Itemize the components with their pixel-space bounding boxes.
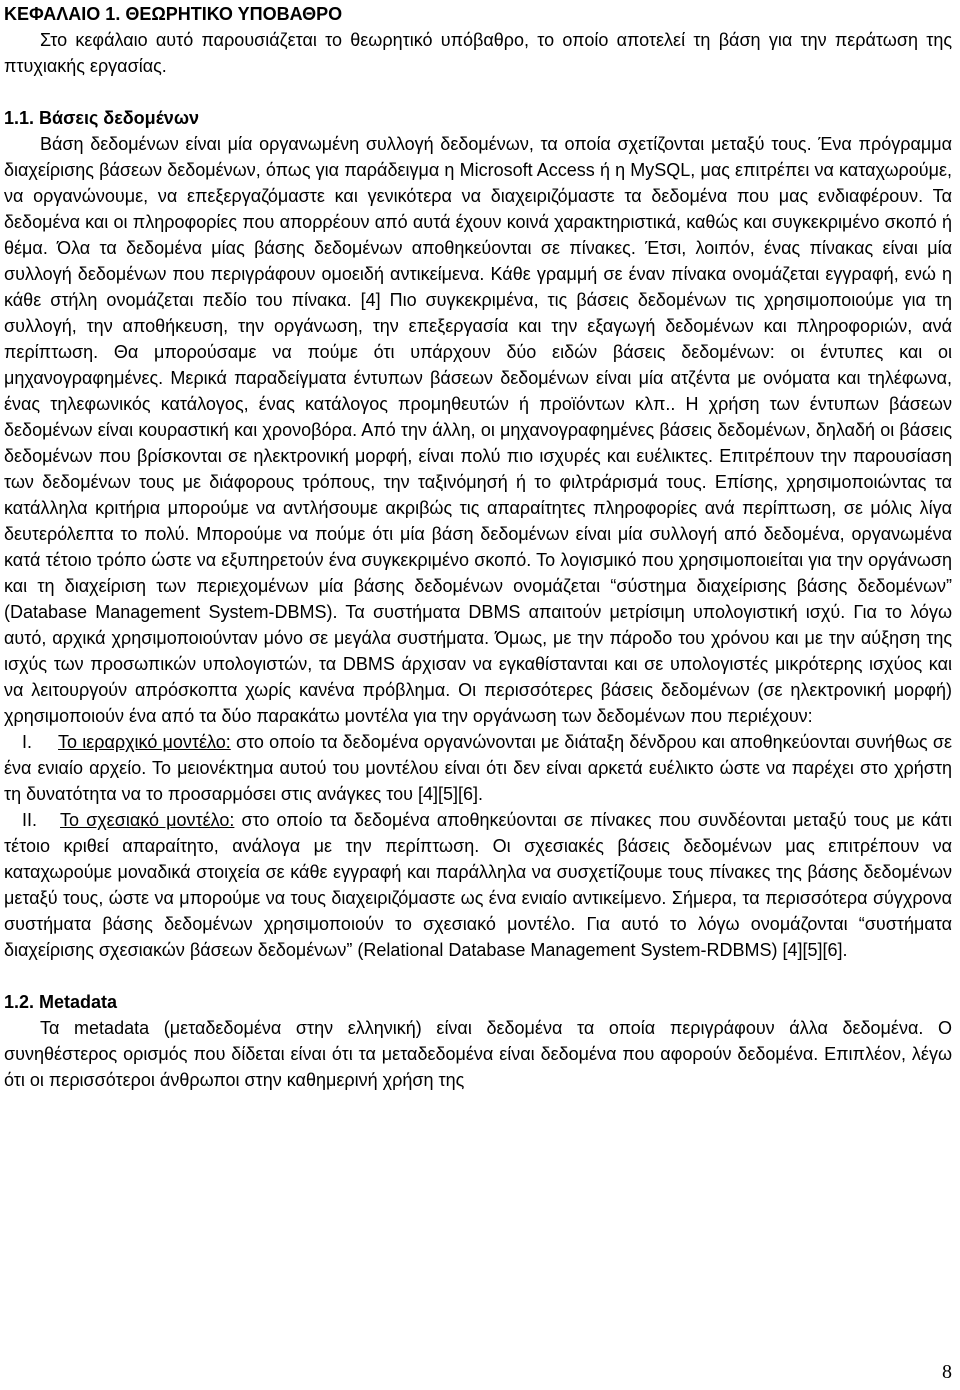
list-term: Το σχεσιακό μοντέλο:	[60, 810, 235, 830]
chapter-intro: Στο κεφάλαιο αυτό παρουσιάζεται το θεωρητικό υπόβαθρο, το οποίο αποτελεί τη βάση για την περάτωση της πτυχιακής εργασίας.	[4, 30, 952, 76]
list-text: στο οποίο τα δεδομένα οργανώνονται με διάταξη δένδρου και αποθηκεύονται συνήθως σε ένα ενιαίο αρχείο. Το μειονέκτημα αυτού του μοντέλου είναι ότι δεν είναι αρκετά ευέλικτο ώστε να παρέχει στο χρήστη τη δυνατότητα να το προσαρμόσει στις ανάγκες του [4][5][6].	[4, 732, 952, 804]
section-title-1-2: 1.2. Metadata	[4, 992, 118, 1012]
section-body-1-1: Βάση δεδομένων είναι μία οργανωμένη συλλογή δεδομένων, τα οποία σχετίζονται μεταξύ τους. Ένα πρόγραμμα διαχείρισης βάσεων δεδομένων, όπως για παράδειγμα η Microsoft Access ή η MySQL, μας επιτρέπει να καταχωρούμε, να οργανώνουμε, να επεξεργαζόμαστε και γενικότερα να διαχειριζόμαστε τα δεδομένα που μας ενδιαφέρουν. Τα δεδομένα και οι πληροφορίες που απορρέουν από αυτά έχουν κοινά χαρακτηριστικά, καθώς και συγκεκριμένο σκοπό ή θέμα. Όλα τα δεδομένα μίας βάσης δεδομένων αποθηκεύονται σε πίνακες. Έτσι, λοιπόν, ένας πίνακας είναι μία συλλογή δεδομένων που περιγράφουν ομοειδή αντικείμενα. Κάθε γραμμή σε έναν πίνακα ονομάζεται εγγραφή, ενώ η κάθε στήλη ονομάζεται πεδίο του πίνακα. [4] Πιο συγκεκριμένα, τις βάσεις δεδομένων τις χρησιμοποιούμε για τη συλλογή, την αποθήκευση, την οργάνωση, την επεξεργασία και την εξαγωγή δεδομένων και πληροφοριών, ανά περίπτωση. Θα μπορούσαμε να πούμε ότι υπάρχουν δύο ειδών βάσεις δεδομένων: οι έντυπες και οι μηχανογραφημένες. Μερικά παραδείγματα έντυπων βάσεων δεδομένων είναι μία ατζέντα με ονόματα και τηλέφωνα, ένας τηλεφωνικός κατάλογος, ένας κατάλογος προμηθευτών ή προϊόντων κλπ.. Η χρήση των έντυπων βάσεων δεδομένων είναι κουραστική και χρονοβόρα. Από την άλλη, οι μηχανογραφημένες βάσεις δεδομένων, δηλαδή οι βάσεις δεδομένων που βρίσκονται σε ηλεκτρονική μορφή, είναι πολύ πιο ισχυρές και ευέλικτες. Επιτρέπουν την παρουσίαση των δεδομένων τους με διάφορους τρόπους, την ταξινόμησή ή το φιλτράρισμά τους. Επίσης, χρησιμοποιώντας τα κατάλληλα κριτήρια μπορούμε να αντλήσουμε ακριβώς τις απαραίτητες πληροφορίες ανά περίπτωση, σε μόλις λίγα δευτερόλεπτα το πολύ. Μπορούμε να πούμε ότι μία βάση δεδομένων είναι μία συλλογή από δεδομένα, οργανωμένα κατά τέτοιο τρόπο ώστε να εξυπηρετούν ένα συγκεκριμένο σκοπό. Το λογισμικό που χρησιμοποιείται για την οργάνωση και τη διαχείριση των περιεχομένων μία βάσης δεδομένων ονομάζεται “σύστημα διαχείρισης βάσης δεδομένων” (Database Management System-DBMS). Τα συστήματα DBMS απαιτούν μετρίσιμη υπολογιστική ισχύ. Για το λόγω αυτό, αρχικά χρησιμοποιούνταν μόνο σε μεγάλα συστήματα. Όμως, με την πάροδο του χρόνου και με την αύξηση της ισχύς των προσωπικών υπολογιστών, τα DBMS άρχισαν να εγκαθίστανται και σε υπολογιστές μικρότερης ισχύος και να λειτουργούν απρόσκοπτα χωρίς κανένα πρόβλημα. Οι περισσότερες βάσεις δεδομένων (σε ηλεκτρονική μορφή) χρησιμοποιούν ένα από τα δύο παρακάτω μοντέλα για την οργάνωση των δεδομένων που περιέχουν:	[4, 134, 952, 726]
list-marker: II.	[22, 810, 38, 830]
chapter-title: ΚΕΦΑΛΑΙΟ 1. ΘΕΩΡΗΤΙΚΟ ΥΠΟΒΑΘΡΟ	[4, 4, 343, 24]
section-body-1-2: Τα metadata (μεταδεδομένα στην ελληνική) είναι δεδομένα τα οποία περιγράφουν άλλα δεδομένα. Ο συνηθέστερος ορισμός που δίδεται είναι ότι τα μεταδεδομένα είναι δεδομένα που αφορούν δεδομένα. Επιπλέον, λέγω ότι οι περισσότεροι άνθρωποι στην καθημερινή χρήση της	[4, 1018, 952, 1090]
list-item-hierarchical	[4, 729, 952, 807]
list-item-relational	[4, 807, 952, 963]
document-page	[4, 0, 952, 1093]
list-marker: I.	[22, 732, 33, 752]
section-title-1-1: 1.1. Βάσεις δεδομένων	[4, 108, 200, 128]
list-term: Το ιεραρχικό μοντέλο:	[58, 732, 231, 752]
list-text: στο οποίο τα δεδομένα αποθηκεύονται σε πίνακες που συνδέονται μεταξύ τους με κάτι τέτοιο κριθεί απαραίτητο, ανάλογα με την περίπτωση. Οι σχεσιακές βάσεις δεδομένων μας επιτρέπουν να καταχωρούμε μοναδικά στοιχεία σε κάθε εγγραφή και παράλληλα να συσχετίζουμε τους πίνακες της βάσης δεδομένων μεταξύ τους, ώστε να μπορούμε να τους διαχειριζόμαστε ως ένα ενιαίο αντικείμενο. Σήμερα, τα περισσότερα σύγχρονα συστήματα βάσης δεδομένων χρησιμοποιούν το σχεσιακό μοντέλο. Για αυτό το λόγω ονομάζονται “συστήματα διαχείρισης σχεσιακών βάσεων δεδομένων” (Relational Database Management System-RDBMS) [4][5][6].	[4, 810, 952, 960]
page-number: 8	[942, 1361, 952, 1383]
